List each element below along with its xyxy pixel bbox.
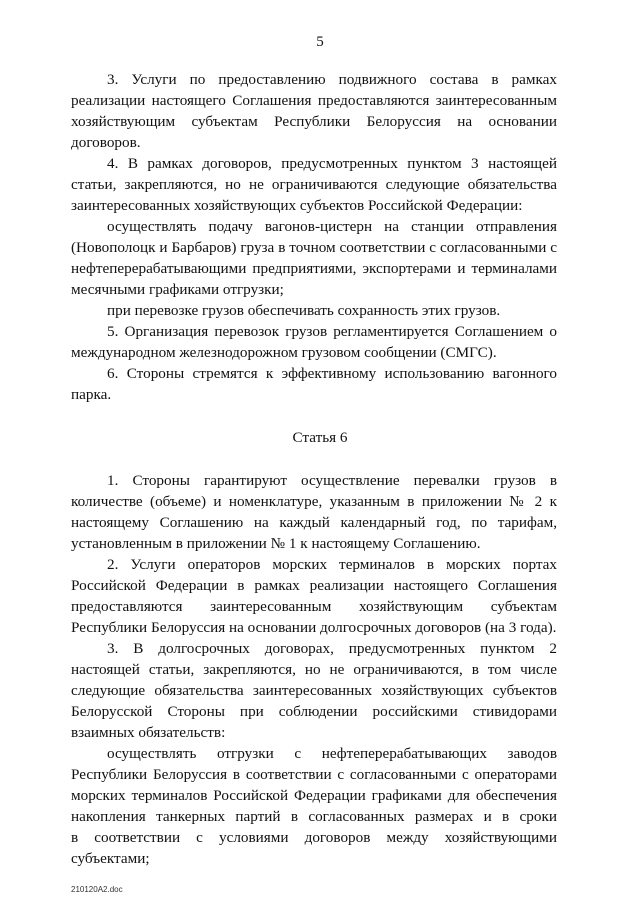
text-line: 1. Стороны гарантируют осуществление перевалки грузов в [107, 472, 557, 489]
text-line: международном железнодорожном грузовом сообщении (СМГС). [71, 344, 497, 361]
text-line: субъектами; [71, 850, 150, 867]
text-line: хозяйствующим субъектам Республики Белоруссия на основании [71, 113, 557, 130]
article-heading: Статья 6 [292, 429, 348, 446]
text-line: 2. Услуги операторов морских терминалов в морских портах [107, 556, 557, 573]
text-line: договоров. [71, 134, 141, 151]
text-line: морских терминалов Российской Федерации графиками для обеспечения [71, 787, 557, 804]
text-line: Республики Белоруссия в соответствии с согласованными с операторами [71, 766, 557, 783]
text-line: нефтеперерабатывающими предприятиями, экспортерами и терминалами [71, 260, 557, 277]
text-line: Российской Федерации в рамках реализации настоящего Соглашения [71, 577, 557, 594]
text-line: (Новополоцк и Барбаров) груза в точном соответствии с согласованными с [71, 239, 557, 256]
text-line: настоящему Соглашению на каждый календарный год, по тарифам, [71, 514, 557, 531]
text-line: при перевозке грузов обеспечивать сохранность этих грузов. [107, 302, 501, 319]
text-line: 3. Услуги по предоставлению подвижного состава в рамках [107, 71, 557, 88]
text-line: заинтересованных хозяйствующих субъектов Российской Федерации: [71, 197, 523, 214]
text-line: осуществлять подачу вагонов-цистерн на станции отправления [107, 218, 557, 235]
text-line: взаимных обязательств: [71, 724, 226, 741]
text-line: парка. [71, 386, 112, 403]
text-line: 6. Стороны стремятся к эффективному использованию вагонного [107, 365, 557, 382]
text-line: 4. В рамках договоров, предусмотренных пунктом 3 настоящей [107, 155, 557, 172]
text-line: предоставляются заинтересованным хозяйствующим субъектам [71, 598, 557, 615]
text-line: осуществлять отгрузки с нефтеперерабатывающих заводов [107, 745, 557, 762]
text-line: 5. Организация перевозок грузов регламентируется Соглашением о [107, 323, 557, 340]
text-line: следующие обязательства заинтересованных хозяйствующих субъектов [71, 682, 557, 699]
text-line: 3. В долгосрочных договорах, предусмотренных пунктом 2 [107, 640, 557, 657]
page-number: 5 [316, 34, 324, 50]
footer-file-code: 210120A2.doc [71, 885, 123, 894]
text-line: Белорусской Стороны при соблюдении российскими стивидорами [71, 703, 557, 720]
text-line: количестве (объеме) и номенклатуре, указанным в приложении № 2 к [71, 493, 557, 510]
text-line: накопления танкерных партий в согласованных размерах и в сроки [71, 808, 557, 825]
text-line: месячными графиками отгрузки; [71, 281, 284, 298]
text-line: статьи, закрепляются, но не ограничиваются следующие обязательства [71, 176, 557, 193]
text-line: в соответствии с условиями договоров между хозяйствующими [71, 829, 557, 846]
text-line: реализации настоящего Соглашения предоставляются заинтересованным [71, 92, 557, 109]
text-line: настоящей статьи, закрепляются, но не ограничиваются, в том числе [71, 661, 557, 678]
text-line: Республики Белоруссия на основании долгосрочных договоров (на 3 года). [71, 619, 557, 636]
text-line: установленным в приложении № 1 к настоящему Соглашению. [71, 535, 481, 552]
